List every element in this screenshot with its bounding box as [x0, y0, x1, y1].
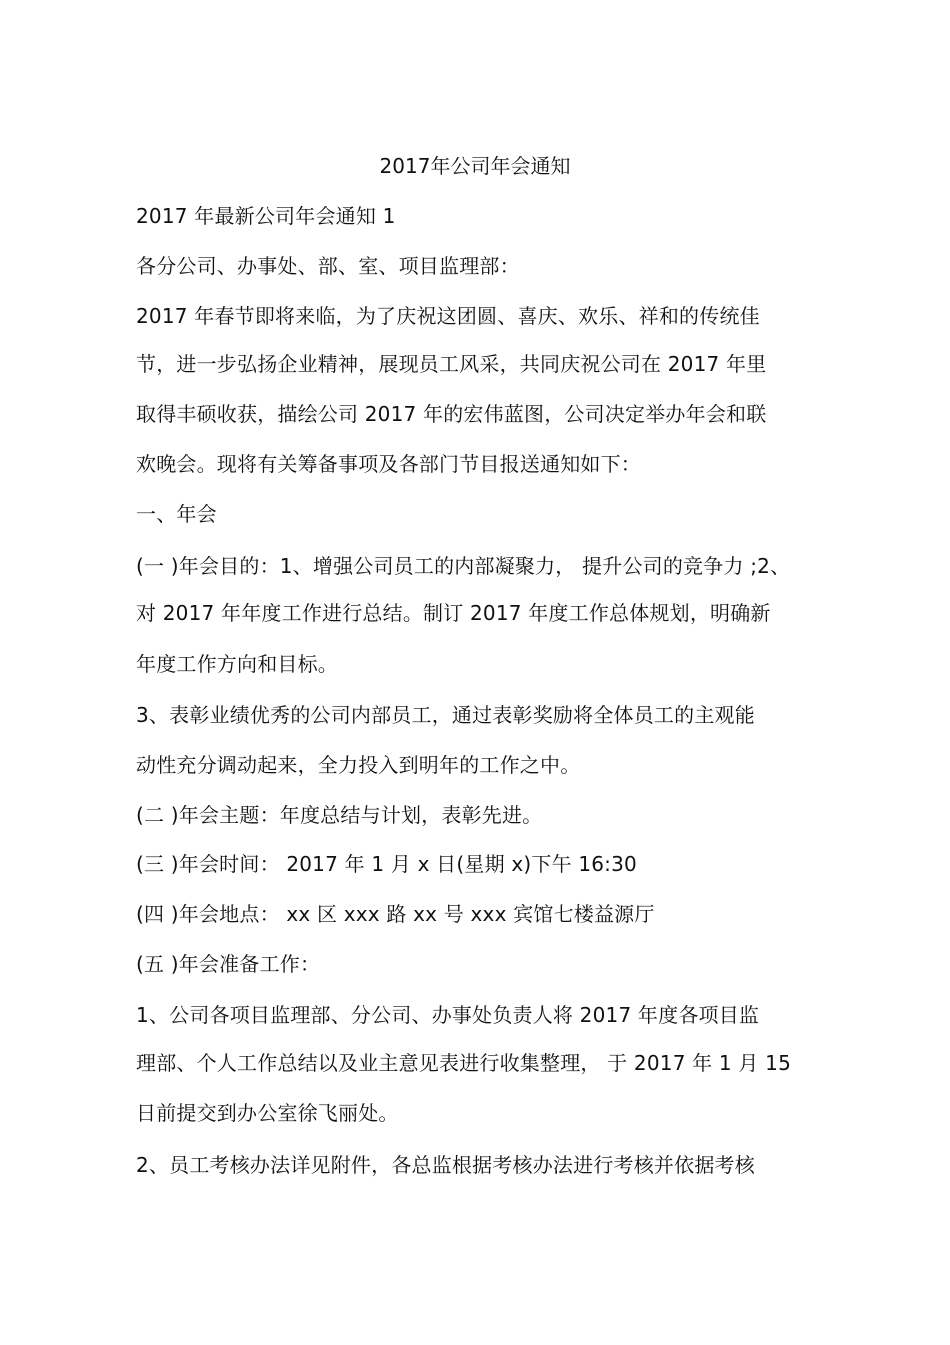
- text-line: (四 )年会地点： xx 区 xxx 路 xx 号 xxx 宾馆七楼益源厅: [136, 902, 655, 926]
- text-line: (三 )年会时间： 2017 年 1 月 x 日(星期 x)下午 16:30: [136, 852, 637, 876]
- text-line: 日前提交到办公室徐飞丽处。: [136, 1101, 399, 1125]
- text-line: 1、公司各项目监理部、分公司、办事处负责人将 2017 年度各项目监: [136, 1003, 760, 1027]
- text-line: (二 )年会主题：年度总结与计划，表彰先进。: [136, 803, 543, 827]
- text-line: 2017 年最新公司年会通知 1: [136, 204, 396, 228]
- text-line: 欢晚会。现将有关筹备事项及各部门节目报送通知如下：: [136, 452, 641, 476]
- text-line: 对 2017 年年度工作进行总结。制订 2017 年度工作总体规划，明确新: [136, 601, 771, 625]
- document-title: 2017年公司年会通知: [379, 154, 571, 178]
- text-line: (五 )年会准备工作：: [136, 952, 321, 976]
- text-line: 动性充分调动起来，全力投入到明年的工作之中。: [136, 753, 581, 777]
- section-heading: 一、年会: [136, 502, 217, 526]
- text-line: 理部、个人工作总结以及业主意见表进行收集整理， 于 2017 年 1 月 15: [136, 1051, 792, 1075]
- text-line: 3、表彰业绩优秀的公司内部员工，通过表彰奖励将全体员工的主观能: [136, 703, 755, 727]
- text-line: 节，进一步弘扬企业精神，展现员工风采，共同庆祝公司在 2017 年里: [136, 352, 767, 376]
- text-line: 各分公司、办事处、部、室、项目监理部：: [136, 254, 520, 278]
- text-line: 年度工作方向和目标。: [136, 652, 338, 676]
- text-line: (一 )年会目的：1、增强公司员工的内部凝聚力， 提升公司的竞争力 ;2、: [136, 554, 791, 578]
- text-line: 2017 年春节即将来临，为了庆祝这团圆、喜庆、欢乐、祥和的传统佳: [136, 304, 760, 328]
- text-line: 取得丰硕收获，描绘公司 2017 年的宏伟蓝图，公司决定举办年会和联: [136, 402, 767, 426]
- text-line: 2、员工考核办法详见附件，各总监根据考核办法进行考核并依据考核: [136, 1153, 755, 1177]
